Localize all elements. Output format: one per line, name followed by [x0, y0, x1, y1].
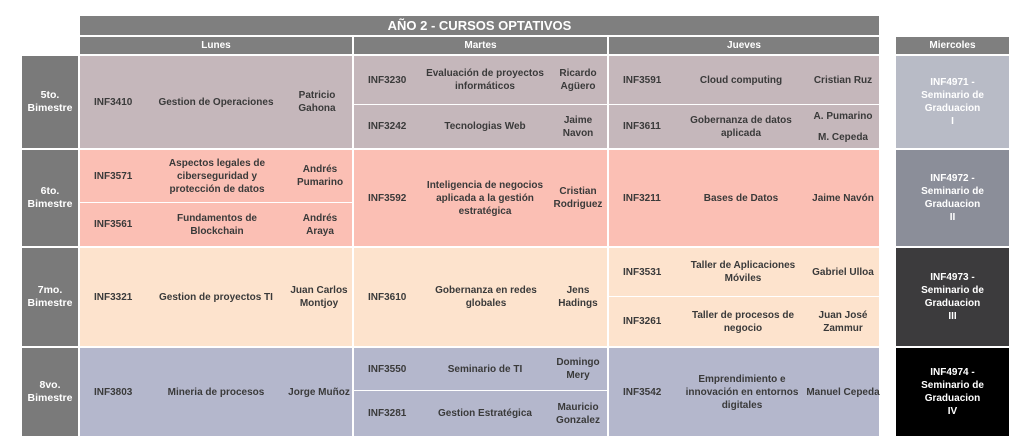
course-name: Mineria de procesos [167, 386, 265, 398]
course-professor: A. Pumarino M. Cepeda [813, 110, 873, 143]
course-code: INF3571 [94, 170, 133, 182]
course-code: INF3591 [623, 74, 662, 86]
seminario-graduacion-iv: INF4974 - Seminario de Graduacion IV [896, 348, 1009, 436]
course-name: Tecnologias Web [444, 121, 526, 132]
course-professor: Juan Carlos Montjoy [290, 285, 348, 309]
seminario-graduacion-iii: INF4973 - Seminario de Graduacion III [896, 248, 1009, 346]
course-code: INF3531 [623, 266, 662, 278]
course-professor: Cristian Rodriguez [553, 186, 603, 210]
course-code: INF3242 [368, 121, 407, 132]
course-name: Cloud computing [699, 74, 783, 86]
course-name: Inteligencia de negocios aplicada a la gestión estratégica [426, 179, 544, 217]
header-lunes: Lunes [80, 37, 352, 54]
course-professor: Jaime Navon [562, 114, 594, 139]
course-code: INF3550 [368, 363, 407, 375]
course-professor: Jens Hadings [558, 285, 598, 309]
course-name: Taller de Aplicaciones Móviles [690, 260, 796, 284]
course-name: Bases de Datos [703, 192, 779, 204]
course-code: INF3592 [368, 192, 407, 204]
header-martes: Martes [354, 37, 607, 54]
course-name: Seminario de TI [447, 363, 523, 375]
bimestre-5to: 5to. Bimestre [22, 56, 78, 148]
course-code: INF3610 [368, 291, 407, 303]
course-professor: Cristian Ruz [813, 74, 873, 86]
course-code: INF3410 [94, 96, 133, 108]
course-name: Emprendimiento e innovación en entornos digitales [685, 373, 799, 411]
course-name: Evaluación de proyectos informáticos [426, 68, 544, 92]
course-code: INF3261 [623, 316, 662, 327]
course-code: INF3542 [623, 386, 662, 398]
course-name: Gestion de Operaciones [158, 96, 274, 108]
course-professor: Manuel Cepeda [806, 386, 880, 398]
course-professor: Andrés Pumarino [296, 164, 344, 188]
course-professor: Gabriel Ulloa [812, 266, 874, 278]
course-name: Gobernanza en redes globales [435, 285, 537, 309]
course-name: Gestion de proyectos TI [159, 291, 273, 303]
course-name: Gobernanza de datos aplicada [690, 114, 792, 139]
course-professor: Jorge Muñoz [288, 386, 350, 398]
course-professor: Domingo Mery [556, 357, 600, 381]
course-professor: Andrés Araya [302, 212, 338, 237]
header-miercoles: Miercoles [896, 37, 1009, 54]
course-name: Aspectos legales de ciberseguridad y protección de datos [168, 157, 266, 195]
seminario-graduacion-ii: INF4972 - Seminario de Graduacion II [896, 150, 1009, 246]
seminario-graduacion-i: INF4971 - Seminario de Graduacion I [896, 56, 1009, 148]
course-professor: Jaime Navón [812, 192, 874, 204]
bimestre-7mo: 7mo. Bimestre [22, 248, 78, 346]
course-professor: Ricardo Agüero [559, 68, 597, 92]
page-title: AÑO 2 - CURSOS OPTATIVOS [80, 16, 879, 35]
course-code: INF3611 [623, 121, 661, 132]
header-jueves: Jueves [609, 37, 879, 54]
course-code: INF3211 [623, 192, 661, 204]
bimestre-8vo: 8vo. Bimestre [22, 348, 78, 436]
course-professor: Mauricio Gonzalez [556, 401, 600, 426]
bimestre-6to: 6to. Bimestre [22, 150, 78, 246]
course-professor: Juan José Zammur [818, 309, 868, 334]
course-code: INF3803 [94, 386, 133, 398]
course-name: Taller de procesos de negocio [691, 309, 795, 334]
course-name: Gestion Estratégica [438, 408, 532, 419]
course-code: INF3561 [94, 219, 133, 230]
course-code: INF3230 [368, 74, 407, 86]
course-code: INF3321 [94, 291, 133, 303]
course-name: Fundamentos de Blockchain [176, 212, 257, 237]
course-code: INF3281 [368, 408, 407, 419]
course-professor: Patricio Gahona [298, 90, 336, 114]
